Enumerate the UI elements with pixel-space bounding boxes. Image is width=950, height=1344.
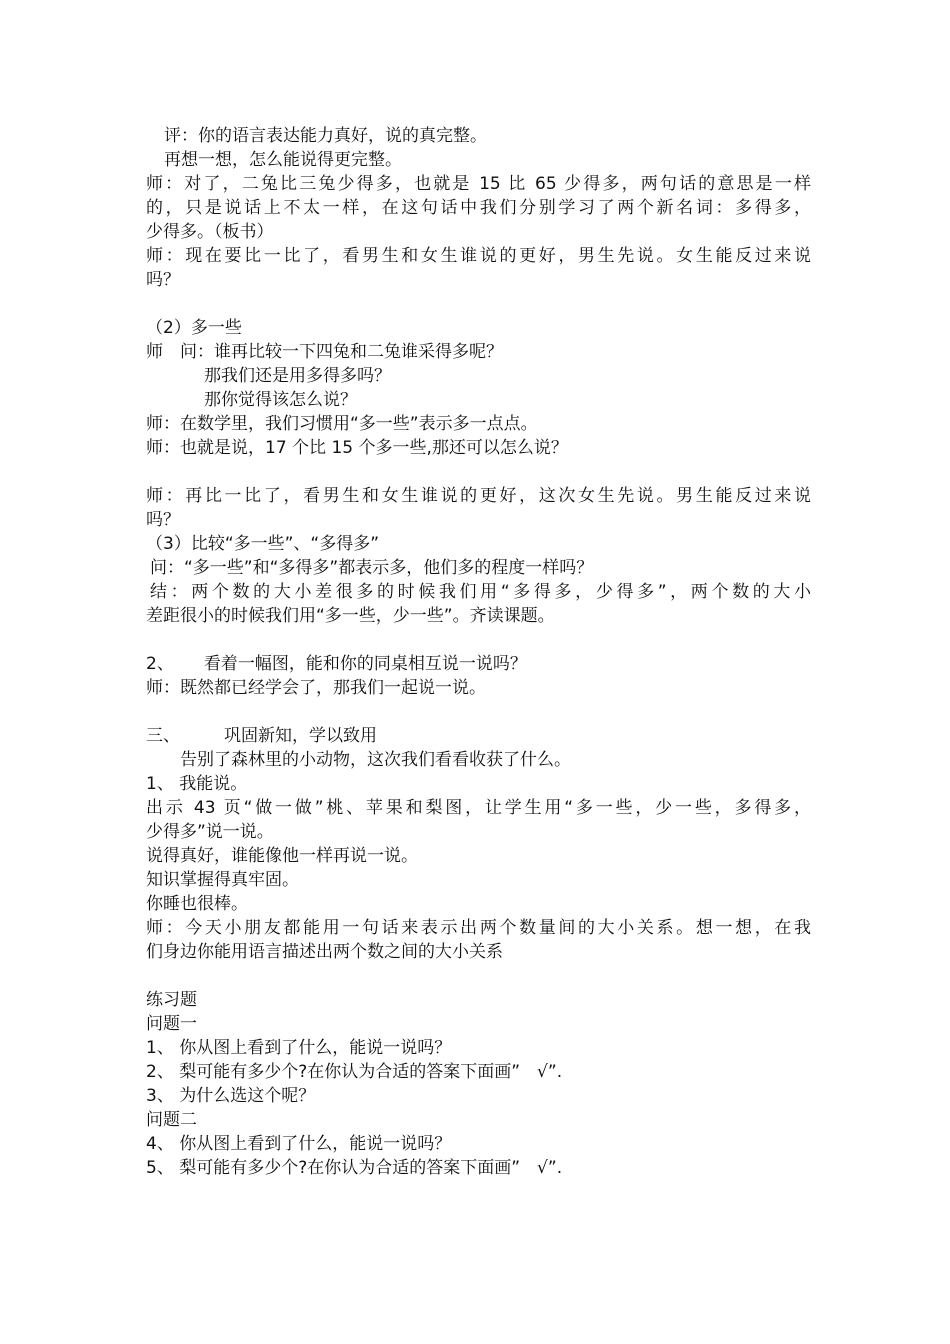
numbered-item: 1、 我能说。 bbox=[146, 774, 248, 794]
blank-line bbox=[146, 964, 811, 988]
paragraph-line: 们身边你能用语言描述出两个数之间的大小关系 bbox=[146, 942, 503, 962]
item-text: 看着一幅图，能和你的同桌相互说一说吗？ bbox=[203, 654, 527, 674]
section-title: 巩固新知，学以致用 bbox=[224, 726, 377, 746]
question-heading: 问题二 bbox=[146, 1110, 197, 1130]
blank-line bbox=[146, 700, 811, 724]
paragraph-line: 师：既然都已经学会了，那我们一起说一说。 bbox=[146, 678, 486, 698]
paragraph-line: 师：也就是说，17 个比 15 个多一些,那还可以怎么说？ bbox=[146, 438, 568, 458]
section-number: 三、 bbox=[146, 726, 180, 746]
paragraph-line: 少得多。（板书） bbox=[146, 222, 274, 242]
paragraph-line: 师 问：谁再比较一下四兔和二兔谁采得多呢？ bbox=[146, 342, 503, 362]
section-heading: 练习题 bbox=[146, 990, 197, 1010]
paragraph-line: 出示 43 页“做一做”桃、苹果和梨图，让学生用“多一些，少一些，多得多， bbox=[146, 798, 811, 818]
numbered-item: 5、 梨可能有多少个?在你认为合适的答案下面画” √”. bbox=[146, 1158, 563, 1178]
section-heading bbox=[146, 724, 811, 748]
paragraph-line: 少得多”说一说。 bbox=[146, 822, 274, 842]
paragraph-line: 师：今天小朋友都能用一句话来表示出两个数量间的大小关系。想一想，在我 bbox=[146, 918, 811, 938]
blank-line bbox=[146, 292, 811, 316]
paragraph-line: 再想一想，怎么能说得更完整。 bbox=[164, 150, 402, 170]
blank-line bbox=[146, 628, 811, 652]
paragraph-line: 结：两个数的大小差很多的时候我们用“多得多，少得多”，两个数的大小 bbox=[150, 582, 811, 602]
question-heading: 问题一 bbox=[146, 1014, 197, 1034]
paragraph-line: 问：“多一些”和“多得多”都表示多，他们多的程度一样吗？ bbox=[150, 558, 594, 578]
paragraph-line: 师：再比一比了，看男生和女生谁说的更好，这次女生先说。男生能反过来说 bbox=[146, 486, 811, 506]
paragraph-line: 评：你的语言表达能力真好，说的真完整。 bbox=[164, 126, 487, 146]
paragraph-line: 差距很小的时候我们用“多一些，少一些”。齐读课题。 bbox=[146, 606, 555, 626]
paragraph-line: 吗？ bbox=[146, 270, 180, 290]
paragraph-line: 的，只是说话上不太一样，在这句话中我们分别学习了两个新名词：多得多， bbox=[146, 198, 811, 218]
item-number: 2、 bbox=[146, 654, 174, 674]
numbered-item: 1、 你从图上看到了什么，能说一说吗？ bbox=[146, 1038, 452, 1058]
section-heading: （2）多一些 bbox=[146, 318, 242, 338]
paragraph-line: 师：现在要比一比了，看男生和女生谁说的更好，男生先说。女生能反过来说 bbox=[146, 246, 811, 266]
section-heading: （3）比较“多一些”、“多得多” bbox=[146, 534, 380, 554]
paragraph-line: 那你觉得该怎么说？ bbox=[204, 390, 357, 410]
document-body bbox=[146, 124, 811, 1180]
paragraph-line: 吗？ bbox=[146, 510, 180, 530]
numbered-item: 3、 为什么选这个呢？ bbox=[146, 1086, 316, 1106]
numbered-item: 2、 梨可能有多少个?在你认为合适的答案下面画” √”. bbox=[146, 1062, 563, 1082]
paragraph-line: 告别了森林里的小动物，这次我们看看收获了什么。 bbox=[180, 750, 571, 770]
numbered-item bbox=[146, 652, 811, 676]
paragraph-line: 知识掌握得真牢固。 bbox=[146, 870, 299, 890]
paragraph-line: 说得真好，谁能像他一样再说一说。 bbox=[146, 846, 418, 866]
blank-line bbox=[146, 460, 811, 484]
paragraph-line: 师：对了，二兔比三兔少得多，也就是 15 比 65 少得多，两句话的意思是一样 bbox=[146, 174, 811, 194]
numbered-item: 4、 你从图上看到了什么，能说一说吗？ bbox=[146, 1134, 452, 1154]
paragraph-line: 你睡也很棒。 bbox=[146, 894, 248, 914]
paragraph-line: 师：在数学里，我们习惯用“多一些”表示多一点点。 bbox=[146, 414, 538, 434]
paragraph-line: 那我们还是用多得多吗？ bbox=[204, 366, 391, 386]
